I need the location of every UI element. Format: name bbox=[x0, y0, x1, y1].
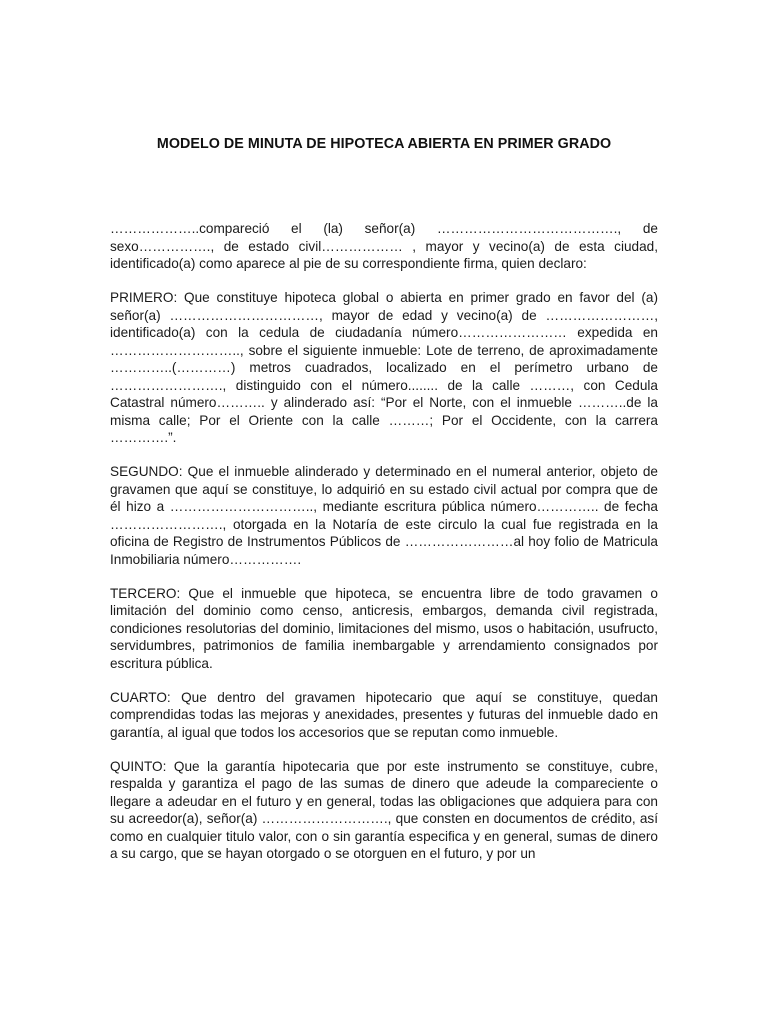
paragraph-cuarto: CUARTO: Que dentro del gravamen hipotecario que aquí se constituye, quedan comprendidas todas las mejoras y anexidades, presentes y futuras del inmueble dado en garantía, al igual que todos los accesorios que se reputan como inmueble. bbox=[110, 689, 658, 740]
document-body bbox=[110, 220, 658, 863]
paragraph-primero: PRIMERO: Que constituye hipoteca global o abierta en primer grado en favor del (a) señor(a) ……………………………, mayor de edad y vecino(a) de ……………………, identificado(a) con la cedula de ciudadanía número…………………… expedida en ……………………….., sobre el siguiente inmueble: Lote de terreno, de aproximadamente …………..(…………) metros cuadrados, localizado en el perímetro urbano de ……………………., distinguido con el número........ de la calle ………, con Cedula Catastral número……….. y alinderado así: “Por el Norte, con el inmueble ………..de la misma calle; Por el Oriente con la calle ………; Por el Occidente, con la carrera ………….”. bbox=[110, 290, 658, 445]
paragraph-tercero: TERCERO: Que el inmueble que hipoteca, se encuentra libre de todo gravamen o limitación del dominio como censo, anticresis, embargos, demanda civil registrada, condiciones resolutorias del dominio, limitaciones del mismo, usos o habitación, usufructo, servidumbres, patrimonios de familia inembargable y arrendamiento consignados por escritura pública. bbox=[110, 585, 658, 671]
paragraph-quinto: QUINTO: Que la garantía hipotecaria que por este instrumento se constituye, cubre, respalda y garantiza el pago de las sumas de dinero que adeude la compareciente o llegare a adeudar en el futuro y en general, todas las obligaciones que adquiera para con su acreedor(a), señor(a) ………………………., que consten en documentos de crédito, así como en cualquier titulo valor, con o sin garantía especifica y en general, sumas de dinero a su cargo, que se hayan otorgado o se otorguen en el futuro, y por un bbox=[110, 758, 658, 861]
paragraph-intro: ………………..compareció el (la) señor(a) …………………………………., de sexo……………., de estado civil……………… , mayor y vecino(a) de esta ciudad, identificado(a) como aparece al pie de su correspondiente firma, quien declaro: bbox=[110, 221, 658, 271]
document-title: MODELO DE MINUTA DE HIPOTECA ABIERTA EN PRIMER GRADO bbox=[156, 136, 612, 152]
paragraph-segundo: SEGUNDO: Que el inmueble alinderado y determinado en el numeral anterior, objeto de gravamen que aquí se constituye, lo adquirió en su estado civil actual por compra que de él hizo a ………………………….., mediante escritura pública número………….. de fecha ……………………., otorgada en la Notaría de este circulo la cual fue registrada en la oficina de Registro de Instrumentos Públicos de ……………………al hoy folio de Matricula Inmobiliaria número……………. bbox=[110, 464, 658, 567]
